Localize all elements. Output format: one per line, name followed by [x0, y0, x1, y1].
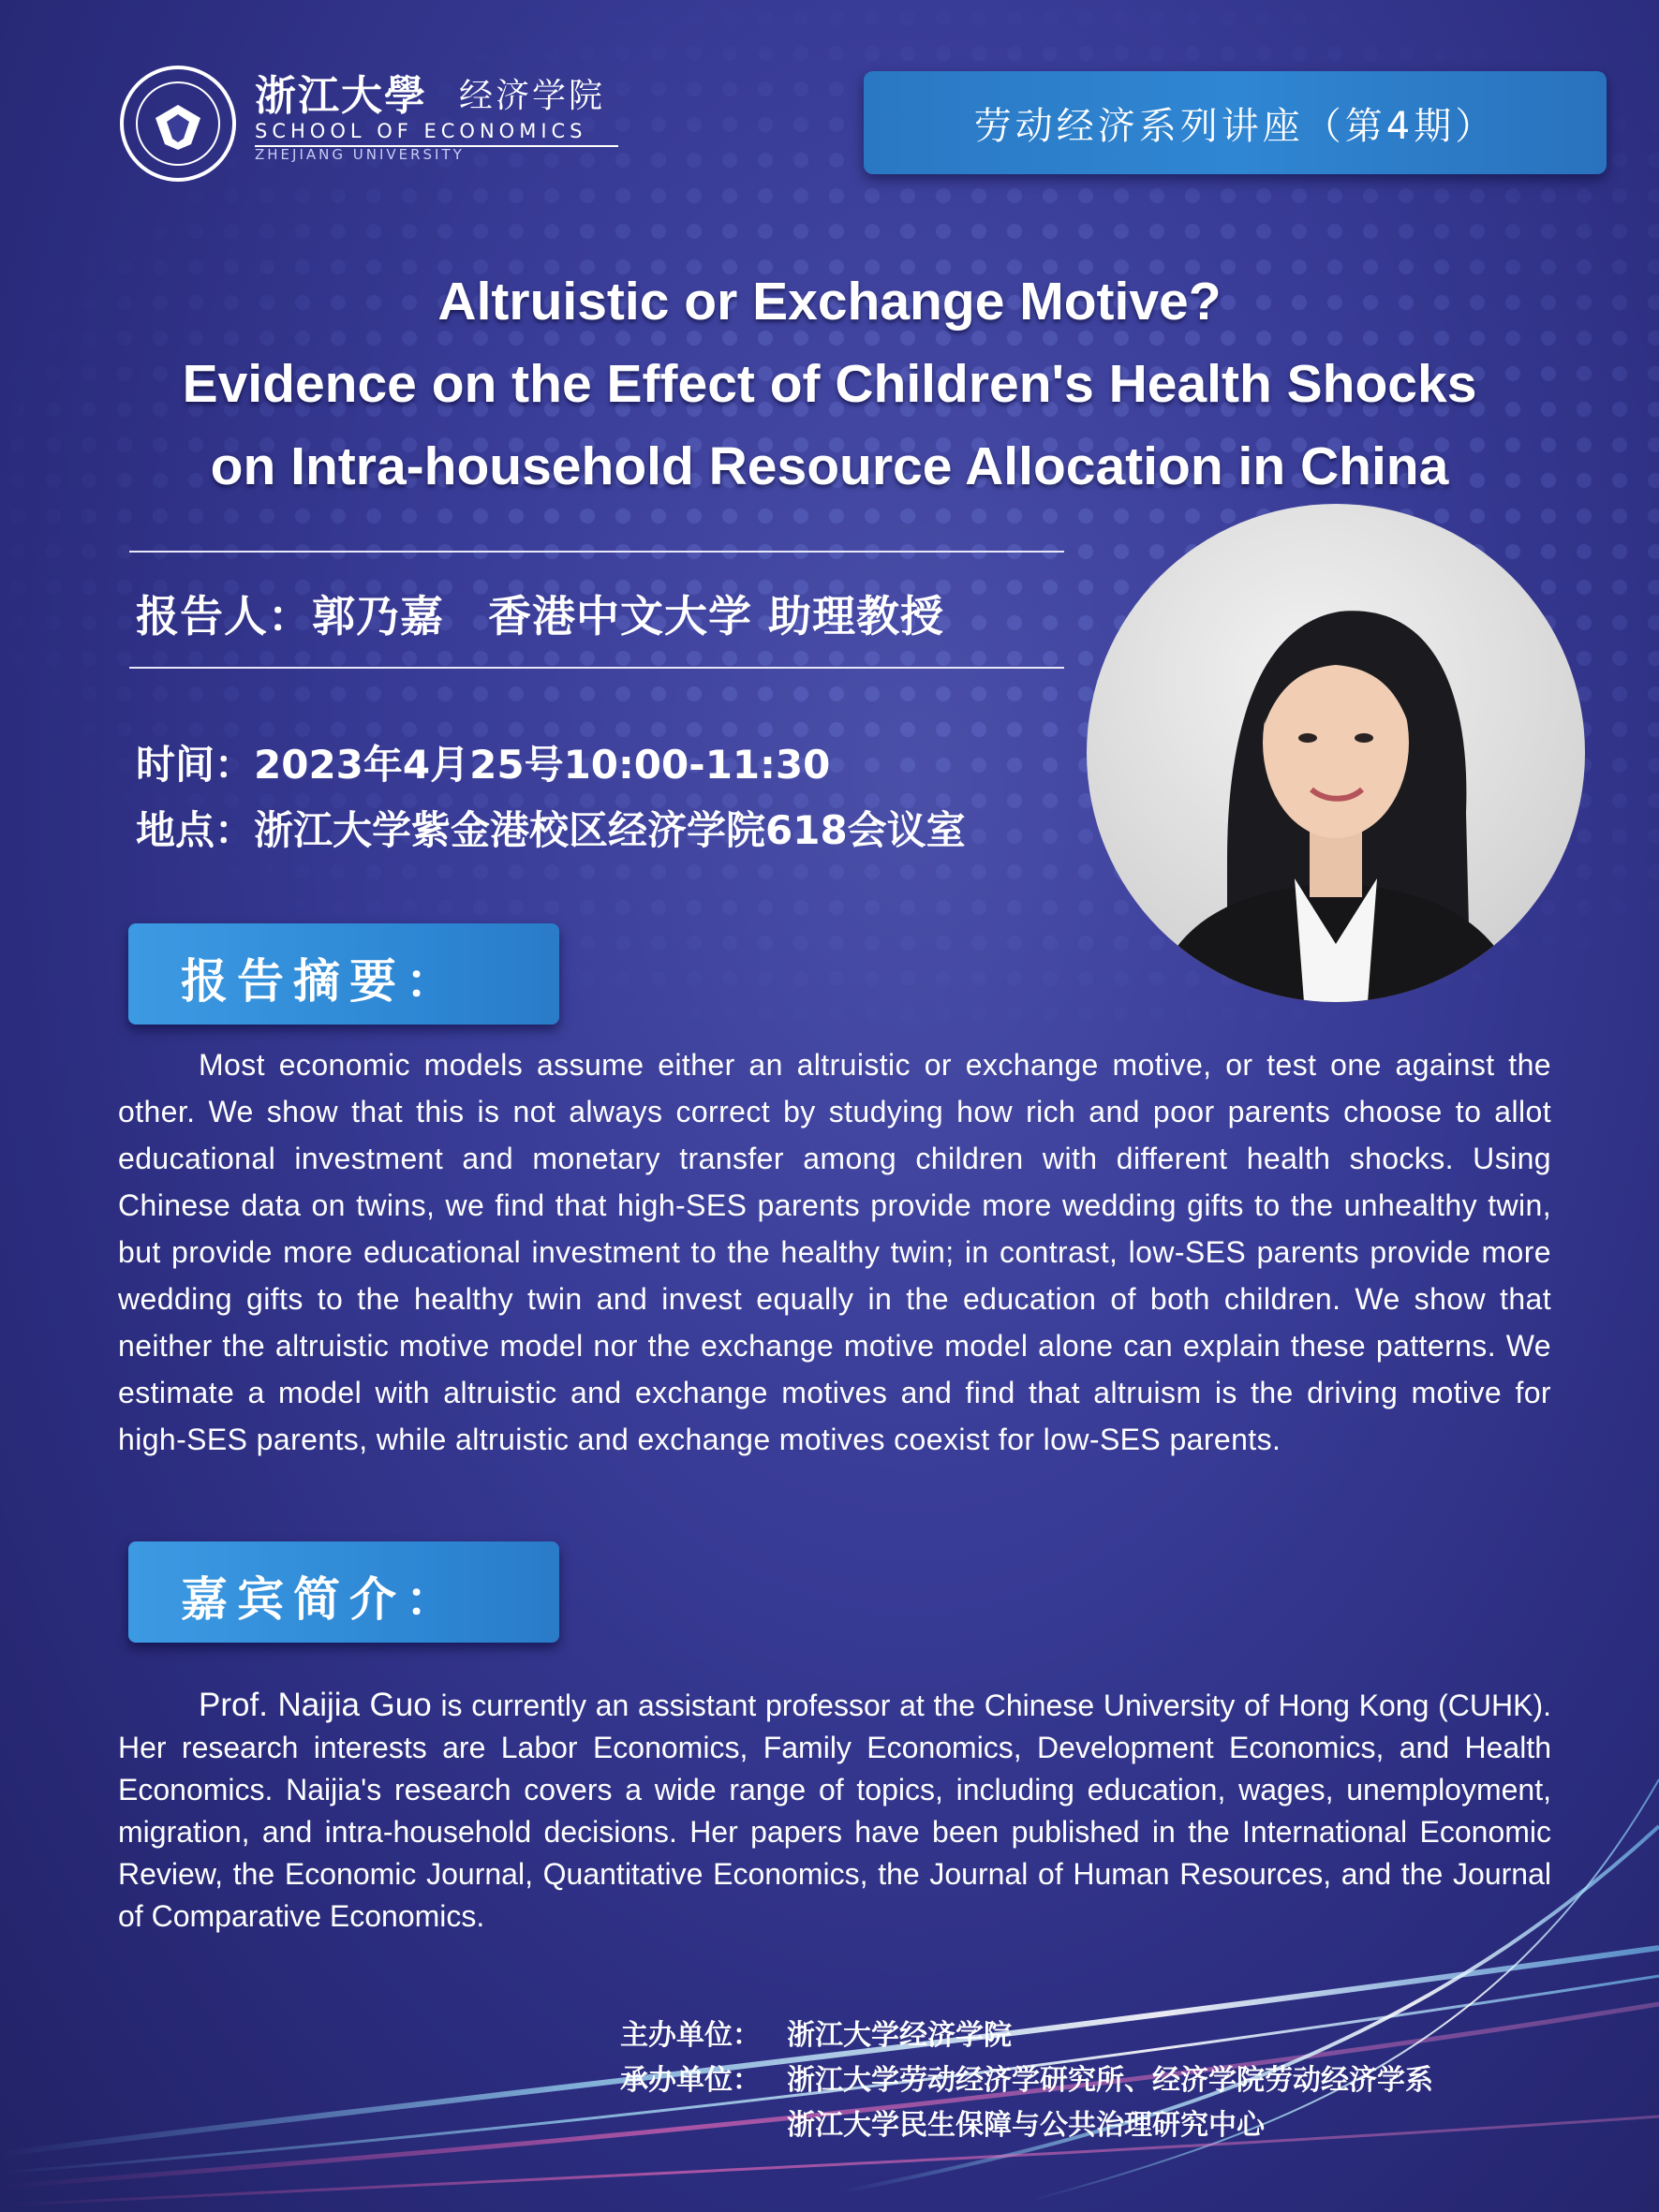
bio-heading-tag [128, 1541, 559, 1643]
university-name-cn: 浙江大學 [255, 72, 427, 120]
abstract-heading-tag [128, 923, 559, 1025]
title-line-3: on Intra-household Resource Allocation in China [210, 436, 1449, 496]
series-label: 劳动经济系列讲座（第4期） [973, 104, 1497, 148]
university-name-en: ZHEJIANG UNIVERSITY [255, 146, 465, 163]
host-label: 主办单位： [620, 2019, 761, 2052]
school-name-cn: 经济学院 [459, 77, 606, 115]
bio-body: is currently an assistant professor at the Chinese University of Hong Kong (CUHK). Her research interests are Labor Economics, Family Economics, Development Economics, and Health Economics. Naijia's research covers a wide range of topics, including education, wages, unemployment, migration, and intra-household decisions. Her papers have been published in the International Economic Review, the Economic Journal, Quantitative Economics, the Journal of Human Resources, and the Journal of Comparative Economics. [118, 1688, 1551, 1933]
co-host-value-2: 浙江大学民生保障与公共治理研究中心 [787, 2109, 1265, 2142]
co-host-value-1: 浙江大学劳动经济学研究所、经济学院劳动经济学系 [787, 2064, 1433, 2097]
abstract-heading: 报告摘要： [181, 954, 462, 1009]
event-time: 时间：2023年4月25号10:00-11:30 [136, 742, 831, 788]
host-value: 浙江大学经济学院 [787, 2019, 1012, 2052]
series-badge [864, 71, 1607, 174]
bio-heading: 嘉宾简介： [181, 1572, 462, 1627]
speaker-rule-bottom [129, 667, 1064, 669]
speaker-line: 报告人：郭乃嘉 香港中文大学 助理教授 [136, 591, 945, 641]
speaker-portrait-icon [1087, 504, 1585, 1002]
title-line-1: Altruistic or Exchange Motive? [437, 272, 1222, 332]
school-name-en: SCHOOL OF ECONOMICS [255, 120, 587, 142]
event-place: 地点：浙江大学紫金港校区经济学院618会议室 [136, 807, 966, 853]
bio-name: Prof. Naijia Guo [199, 1687, 432, 1723]
abstract-text: Most economic models assume either an altruistic or exchange motive, or test one against the other. We show that this is not always correct by studying how rich and poor parents choose to allot educational investment and monetary transfer among children with different health shocks. Using Chinese data on twins, we find that high-SES parents provide more wedding gifts to the unhealthy twin, but provide more educational investment to the healthy twin; in contrast, low-SES parents provide more wedding gifts to the healthy twin and invest equally in the education of both children. We show that neither the altruistic motive model nor the exchange motive model alone can explain these patterns. We estimate a model with altruistic and exchange motives and find that altruism is the driving motive for high-SES parents, while altruistic and exchange motives coexist for low-SES parents. [118, 1048, 1551, 1456]
bio-text [118, 1684, 1551, 1938]
university-seal-icon [118, 64, 238, 184]
talk-title [0, 260, 1659, 508]
title-line-2: Evidence on the Effect of Children's Health Shocks [182, 354, 1477, 414]
speaker-photo [1087, 504, 1585, 1002]
speaker-rule-top [129, 551, 1064, 553]
co-host-label: 承办单位： [620, 2064, 761, 2097]
